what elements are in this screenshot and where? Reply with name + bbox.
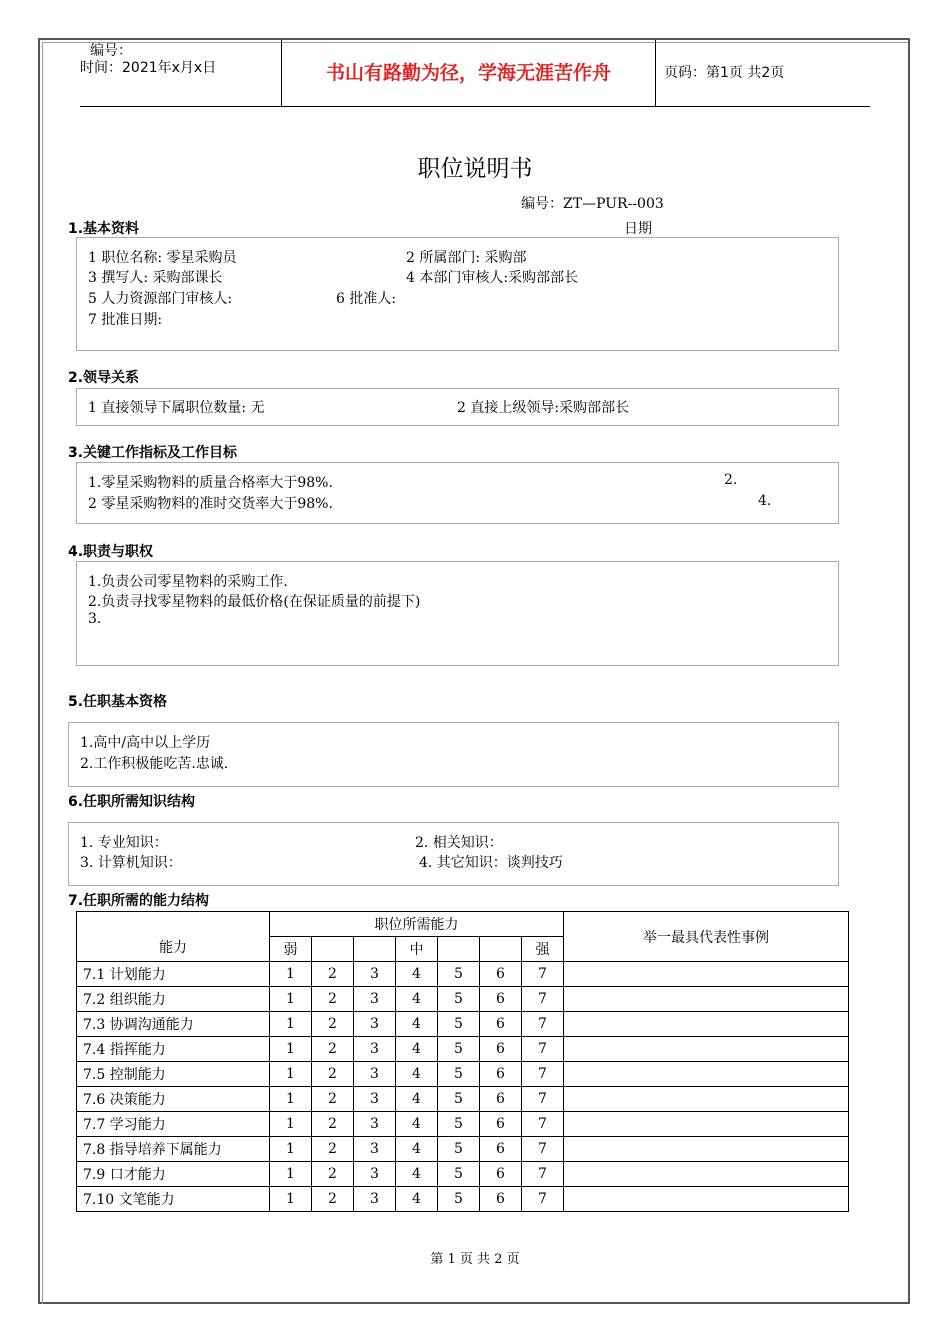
section-abilities-heading: 7.任职所需的能力结构 <box>68 893 210 909</box>
section-leadership-heading: 2.领导关系 <box>68 370 140 386</box>
table-row <box>77 1137 849 1162</box>
ability-score: 5 <box>438 1087 480 1112</box>
section-kpi-heading: 3.关键工作指标及工作目标 <box>68 445 238 461</box>
section-basic-heading: 1.基本资料 <box>68 221 140 237</box>
ability-score: 1 <box>270 1062 312 1087</box>
ability-label: 7.1 计划能力 <box>77 962 270 987</box>
section-duties-heading: 4.职责与职权 <box>68 544 154 560</box>
ability-label: 7.2 组织能力 <box>77 987 270 1012</box>
duty-item-3: 3. <box>88 611 102 627</box>
ability-score: 4 <box>396 1137 438 1162</box>
knowledge-computer: 3. 计算机知识： <box>80 855 182 871</box>
ability-score: 1 <box>270 962 312 987</box>
table-row <box>77 1162 849 1187</box>
ability-score: 7 <box>522 962 564 987</box>
table-row <box>77 962 849 987</box>
ability-label: 7.3 协调沟通能力 <box>77 1012 270 1037</box>
header-date: 时间：2021年x月x日 <box>80 60 217 76</box>
approve-date: 7 批准日期: <box>88 312 163 328</box>
ability-score: 5 <box>438 987 480 1012</box>
ability-score: 6 <box>480 987 522 1012</box>
table-row <box>77 1012 849 1037</box>
kpi-item-2-right: 4. <box>758 493 772 509</box>
ability-score: 2 <box>312 1087 354 1112</box>
ability-score: 5 <box>438 1112 480 1137</box>
table-row <box>77 1087 849 1112</box>
qualification-item-2: 2.工作积极能吃苦.忠诚. <box>80 756 229 772</box>
ability-score: 4 <box>396 962 438 987</box>
document-title: 职位说明书 <box>417 156 533 182</box>
ability-score: 6 <box>480 1037 522 1062</box>
weak-label: 弱 <box>270 937 312 962</box>
ability-table <box>76 911 849 1212</box>
section-duties-box <box>76 561 839 666</box>
ability-score: 2 <box>312 1062 354 1087</box>
ability-score: 4 <box>396 1037 438 1062</box>
ability-example[interactable] <box>564 1037 849 1062</box>
ability-score: 7 <box>522 1137 564 1162</box>
ability-score: 3 <box>354 962 396 987</box>
knowledge-professional: 1. 专业知识： <box>80 835 168 851</box>
hr-reviewer: 5 人力资源部门审核人: <box>88 291 233 307</box>
ability-score: 7 <box>522 987 564 1012</box>
ability-score: 4 <box>396 1012 438 1037</box>
ability-score: 4 <box>396 1062 438 1087</box>
department: 2 所属部门: 采购部 <box>406 250 527 266</box>
section-qualifications-heading: 5.任职基本资格 <box>68 694 168 710</box>
section-qualifications-box <box>68 722 839 787</box>
ability-score: 4 <box>396 1112 438 1137</box>
dept-reviewer: 4 本部门审核人:采购部部长 <box>406 270 579 286</box>
superior: 2 直接上级领导:采购部部长 <box>457 400 630 416</box>
ability-score: 2 <box>312 1162 354 1187</box>
table-row <box>77 1112 849 1137</box>
document-code: 编号：ZT—PUR--003 <box>521 196 664 212</box>
ability-score: 2 <box>312 1012 354 1037</box>
subordinates: 1 直接领导下属职位数量: 无 <box>88 400 265 416</box>
knowledge-related: 2. 相关知识： <box>415 835 503 851</box>
ability-label: 7.5 控制能力 <box>77 1062 270 1087</box>
ability-score: 5 <box>438 962 480 987</box>
ability-score: 6 <box>480 1112 522 1137</box>
ability-score: 3 <box>354 1187 396 1212</box>
ability-score: 1 <box>270 987 312 1012</box>
date-label: 日期 <box>624 221 652 237</box>
ability-col-header: 能力 <box>77 912 270 962</box>
header-motto: 书山有路勤为径，学海无涯苦作舟 <box>281 40 656 106</box>
ability-score: 2 <box>312 1187 354 1212</box>
ability-example[interactable] <box>564 1012 849 1037</box>
required-col-header: 职位所需能力 <box>270 912 564 937</box>
header-number-label: 编号： <box>90 43 132 59</box>
duty-item-2: 2.负责寻找零星物料的最低价格(在保证质量的前提下) <box>88 594 421 610</box>
table-row <box>77 1037 849 1062</box>
ability-score: 1 <box>270 1187 312 1212</box>
ability-example[interactable] <box>564 987 849 1012</box>
page-footer <box>0 1248 950 1267</box>
ability-score: 7 <box>522 1162 564 1187</box>
table-row <box>77 1187 849 1212</box>
ability-example[interactable] <box>564 962 849 987</box>
section-knowledge-heading: 6.任职所需知识结构 <box>68 794 196 810</box>
ability-score: 7 <box>522 1087 564 1112</box>
ability-example[interactable] <box>564 1187 849 1212</box>
page-header <box>80 40 870 107</box>
ability-score: 5 <box>438 1062 480 1087</box>
ability-score: 5 <box>438 1187 480 1212</box>
ability-score: 3 <box>354 1087 396 1112</box>
ability-score: 2 <box>312 987 354 1012</box>
ability-example[interactable] <box>564 1112 849 1137</box>
author: 3 撰写人: 采购部课长 <box>88 270 223 286</box>
ability-score: 3 <box>354 1037 396 1062</box>
ability-score: 1 <box>270 1012 312 1037</box>
ability-label: 7.7 学习能力 <box>77 1112 270 1137</box>
ability-label: 7.10 文笔能力 <box>77 1187 270 1212</box>
strong-label: 强 <box>522 937 564 962</box>
header-left <box>80 40 280 106</box>
ability-label: 7.8 指导培养下属能力 <box>77 1137 270 1162</box>
section-knowledge-box <box>68 822 839 886</box>
position-name: 1 职位名称: 零星采购员 <box>88 250 237 266</box>
table-row <box>77 987 849 1012</box>
kpi-item-1-right: 2. <box>724 472 738 488</box>
ability-score: 1 <box>270 1037 312 1062</box>
ability-score: 7 <box>522 1062 564 1087</box>
ability-score: 5 <box>438 1162 480 1187</box>
ability-label: 7.4 指挥能力 <box>77 1037 270 1062</box>
ability-score: 3 <box>354 1112 396 1137</box>
ability-score: 4 <box>396 1187 438 1212</box>
ability-score: 3 <box>354 987 396 1012</box>
ability-score: 3 <box>354 1137 396 1162</box>
kpi-item-2: 2 零星采购物料的准时交货率大于98%. <box>88 496 333 512</box>
ability-score: 4 <box>396 987 438 1012</box>
ability-score: 6 <box>480 1137 522 1162</box>
ability-score: 2 <box>312 1037 354 1062</box>
ability-header-row-1 <box>77 912 849 937</box>
ability-score: 6 <box>480 1062 522 1087</box>
ability-score: 6 <box>480 1187 522 1212</box>
duty-item-1: 1.负责公司零星物料的采购工作. <box>88 574 288 590</box>
ability-score: 3 <box>354 1162 396 1187</box>
ability-score: 1 <box>270 1087 312 1112</box>
section-leadership-box <box>76 388 839 426</box>
ability-score: 7 <box>522 1012 564 1037</box>
ability-score: 1 <box>270 1112 312 1137</box>
ability-score: 7 <box>522 1187 564 1212</box>
ability-example[interactable] <box>564 1137 849 1162</box>
ability-score: 4 <box>396 1162 438 1187</box>
section-basic-box <box>76 237 839 351</box>
ability-score: 3 <box>354 1012 396 1037</box>
ability-score: 1 <box>270 1137 312 1162</box>
footer-page: 第 1 页 共 2 页 <box>430 1252 520 1267</box>
ability-score: 5 <box>438 1037 480 1062</box>
ability-label: 7.9 口才能力 <box>77 1162 270 1187</box>
ability-score: 2 <box>312 1112 354 1137</box>
ability-score: 4 <box>396 1087 438 1112</box>
ability-score: 6 <box>480 1087 522 1112</box>
ability-score: 6 <box>480 962 522 987</box>
ability-score: 5 <box>438 1012 480 1037</box>
mid-label: 中 <box>396 937 438 962</box>
ability-example[interactable] <box>564 1162 849 1187</box>
ability-score: 6 <box>480 1012 522 1037</box>
qualification-item-1: 1.高中/高中以上学历 <box>80 735 211 751</box>
ability-score: 2 <box>312 962 354 987</box>
ability-label: 7.6 决策能力 <box>77 1087 270 1112</box>
ability-score: 7 <box>522 1037 564 1062</box>
ability-score: 7 <box>522 1112 564 1137</box>
ability-example[interactable] <box>564 1062 849 1087</box>
ability-score: 5 <box>438 1137 480 1162</box>
knowledge-other: 4. 其它知识：谈判技巧 <box>419 855 563 871</box>
approver: 6 批准人: <box>336 291 397 307</box>
header-page-info: 页码：第1页 共2页 <box>664 65 785 81</box>
kpi-item-1: 1.零星采购物料的质量合格率大于98%. <box>88 475 333 491</box>
ability-example[interactable] <box>564 1087 849 1112</box>
example-col-header: 举一最具代表性事例 <box>564 912 849 962</box>
ability-score: 2 <box>312 1137 354 1162</box>
section-kpi-box <box>76 462 839 524</box>
table-row <box>77 1062 849 1087</box>
ability-score: 1 <box>270 1162 312 1187</box>
ability-score: 6 <box>480 1162 522 1187</box>
ability-score: 3 <box>354 1062 396 1087</box>
